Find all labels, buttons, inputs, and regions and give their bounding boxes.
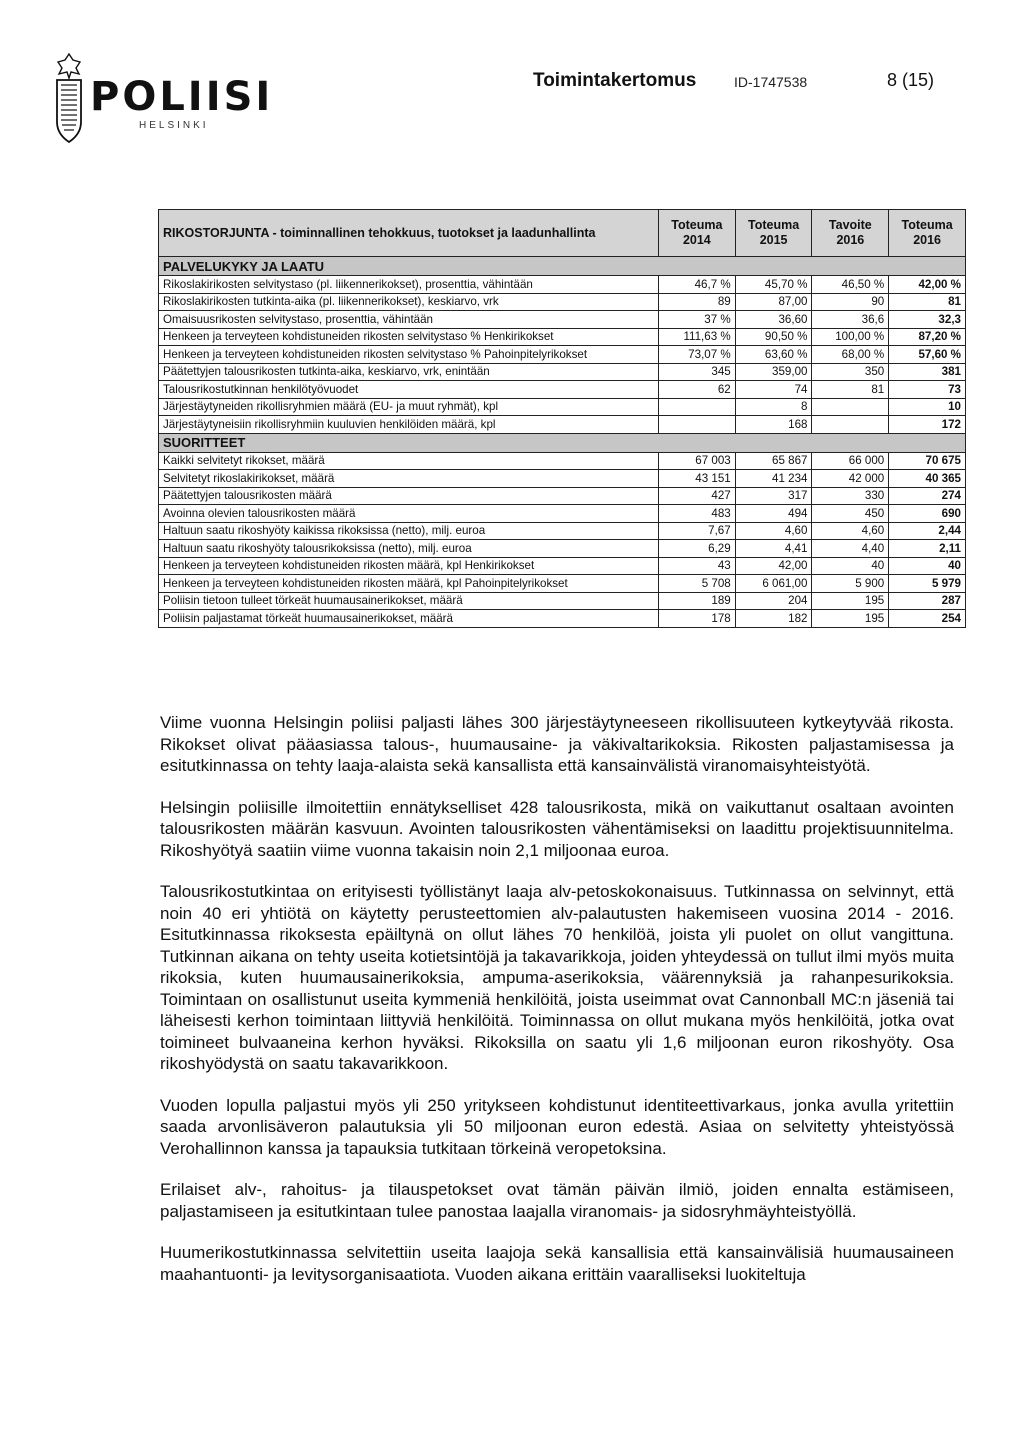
cell-toteuma-2016: 287 (889, 592, 966, 610)
cell-toteuma-2015: 494 (735, 505, 812, 523)
cell-toteuma-2015: 317 (735, 487, 812, 505)
row-label: Avoinna olevien talousrikosten määrä (159, 505, 659, 523)
cell-toteuma-2015: 41 234 (735, 470, 812, 488)
logo-wordmark: POLIISI (90, 74, 274, 120)
table-row (159, 487, 966, 505)
cell-toteuma-2014: 111,63 % (658, 328, 735, 346)
row-label: Järjestäytyneisiin rikollisryhmiin kuuluvien henkilöiden määrä, kpl (159, 416, 659, 434)
cell-toteuma-2014: 178 (658, 610, 735, 628)
table-row (159, 610, 966, 628)
body-paragraph: Talousrikostutkintaa on erityisesti työllistänyt laaja alv-petoskokonaisuus. Tutkinnassa on selvinnyt, että noin 40 eri yhtiötä on käytetty perusteettomien alv-palautusten hakemiseen vuosina 2014 - 2016. Esitutkinnassa rikoksesta epäiltynä on ollut lähes 70 henkilöä, joista yli puolet on ollut vangittuna. Tutkinnan aikana on tehty useita kotietsintöjä ja takavarikkoja, joiden yhteydessä on tullut ilmi myös muita rikoksia, kuten huumausainerikoksia, ampuma-aserikoksia, väärennyksiä ja rahanpesurikoksia. Toimintaan on osallistunut useita kymmeniä henkilöitä, joista useimmat ovat Cannonball MC:n jäseniä tai läheisesti kerhon toimintaan liittyviä henkilöitä. Toiminnassa on ollut mukana myös henkilöitä, jotka ovat toimineet bulvaaneina kerhon hyväksi. Rikoksilla on saatu yli 1,6 miljoonan euron rikoshyöty. Osa rikoshyödystä on saatu takavarikkoon. (160, 882, 954, 1073)
cell-tavoite-2016: 195 (812, 592, 889, 610)
row-label: Haltuun saatu rikoshyöty kaikissa rikoksissa (netto), milj. euroa (159, 522, 659, 540)
row-label: Päätettyjen talousrikosten tutkinta-aika, keskiarvo, vrk, enintään (159, 363, 659, 381)
cell-toteuma-2014: 46,7 % (658, 276, 735, 294)
row-label: Haltuun saatu rikoshyöty talousrikoksissa (netto), milj. euroa (159, 540, 659, 558)
cell-toteuma-2014: 483 (658, 505, 735, 523)
table-row (159, 293, 966, 311)
column-header-toteuma-2015: Toteuma 2015 (735, 210, 812, 257)
cell-toteuma-2015: 87,00 (735, 293, 812, 311)
cell-toteuma-2014: 345 (658, 363, 735, 381)
column-header-toteuma-2014: Toteuma 2014 (658, 210, 735, 257)
cell-toteuma-2014: 5 708 (658, 575, 735, 593)
body-paragraph: Helsingin poliisille ilmoitettiin ennätykselliset 428 talousrikosta, mikä on vaikuttanut osaltaan avointen talousrikosten määrän kasvuun. Avointen talousrikosten vähentämiseksi on laadittu projektisuunnitelma. Rikoshyötyä saatiin viime vuonna takaisin noin 2,1 miljoonaa euroa. (160, 797, 954, 860)
cell-toteuma-2014: 6,29 (658, 540, 735, 558)
cell-tavoite-2016: 4,60 (812, 522, 889, 540)
cell-toteuma-2016: 70 675 (889, 452, 966, 470)
table-row (159, 505, 966, 523)
table-row (159, 592, 966, 610)
cell-toteuma-2016: 690 (889, 505, 966, 523)
cell-tavoite-2016: 46,50 % (812, 276, 889, 294)
cell-toteuma-2016: 40 365 (889, 470, 966, 488)
cell-toteuma-2015: 168 (735, 416, 812, 434)
cell-toteuma-2016: 81 (889, 293, 966, 311)
cell-toteuma-2015: 45,70 % (735, 276, 812, 294)
cell-toteuma-2014: 67 003 (658, 452, 735, 470)
cell-tavoite-2016: 100,00 % (812, 328, 889, 346)
cell-toteuma-2016: 2,44 (889, 522, 966, 540)
column-header-tavoite-2016: Tavoite 2016 (812, 210, 889, 257)
cell-toteuma-2016: 2,11 (889, 540, 966, 558)
table-row (159, 381, 966, 399)
row-label: Rikoslakirikosten selvitystaso (pl. liikennerikokset), prosenttia, vähintään (159, 276, 659, 294)
table-body (159, 257, 966, 628)
cell-toteuma-2015: 204 (735, 592, 812, 610)
column-header-toteuma-2016: Toteuma 2016 (889, 210, 966, 257)
cell-toteuma-2016: 5 979 (889, 575, 966, 593)
cell-tavoite-2016: 90 (812, 293, 889, 311)
cell-toteuma-2014: 37 % (658, 311, 735, 329)
table-heading: RIKOSTORJUNTA - toiminnallinen tehokkuus, tuotokset ja laadunhallinta (159, 210, 659, 257)
document-id: ID-1747538 (734, 74, 808, 90)
cell-toteuma-2016: 10 (889, 398, 966, 416)
cell-toteuma-2016: 254 (889, 610, 966, 628)
cell-toteuma-2016: 57,60 % (889, 346, 966, 364)
cell-toteuma-2015: 4,60 (735, 522, 812, 540)
cell-toteuma-2015: 359,00 (735, 363, 812, 381)
cell-toteuma-2015: 63,60 % (735, 346, 812, 364)
cell-toteuma-2015: 182 (735, 610, 812, 628)
table-row (159, 540, 966, 558)
cell-tavoite-2016: 5 900 (812, 575, 889, 593)
cell-tavoite-2016: 40 (812, 557, 889, 575)
cell-toteuma-2014: 73,07 % (658, 346, 735, 364)
cell-toteuma-2014: 427 (658, 487, 735, 505)
police-logo (52, 52, 282, 144)
body-paragraph: Viime vuonna Helsingin poliisi paljasti lähes 300 järjestäytyneeseen rikollisuuteen kytkeytyvää rikosta. Rikokset olivat pääasiassa talous-, huumausaine- ja väkivaltarikoksia. Rikosten paljastamisessa ja esitutkinnassa on tehty laaja-alaista sekä kansallista että kansainvälistä viranomaisyhteistyötä. (160, 713, 954, 775)
section-header-row (159, 257, 966, 276)
cell-toteuma-2015: 6 061,00 (735, 575, 812, 593)
row-label: Omaisuusrikosten selvitystaso, prosenttia, vähintään (159, 311, 659, 329)
table-row (159, 522, 966, 540)
cell-toteuma-2014: 43 (658, 557, 735, 575)
table-row (159, 557, 966, 575)
cell-toteuma-2015: 8 (735, 398, 812, 416)
cell-toteuma-2014: 7,67 (658, 522, 735, 540)
row-label: Henkeen ja terveyteen kohdistuneiden rikosten selvitystaso % Pahoinpitelyrikokset (159, 346, 659, 364)
row-label: Henkeen ja terveyteen kohdistuneiden rikosten määrä, kpl Henkirikokset (159, 557, 659, 575)
document-title: Toimintakertomus (533, 70, 697, 91)
table-row (159, 470, 966, 488)
cell-toteuma-2014: 89 (658, 293, 735, 311)
cell-toteuma-2015: 65 867 (735, 452, 812, 470)
table-row (159, 328, 966, 346)
row-label: Kaikki selvitetyt rikokset, määrä (159, 452, 659, 470)
body-paragraph: Erilaiset alv-, rahoitus- ja tilauspetokset ovat tämän päivän ilmiö, joiden ennalta estämiseen, paljastamiseen ja esitutkintaan tulee panostaa laajalla viranomais- ja sidosryhmäyhteistyöllä. (160, 1180, 954, 1221)
cell-tavoite-2016: 450 (812, 505, 889, 523)
cell-tavoite-2016 (812, 398, 889, 416)
row-label: Järjestäytyneiden rikollisryhmien määrä (EU- ja muut ryhmät), kpl (159, 398, 659, 416)
cell-tavoite-2016: 350 (812, 363, 889, 381)
row-label: Selvitetyt rikoslakirikokset, määrä (159, 470, 659, 488)
police-emblem-icon (52, 52, 86, 144)
row-label: Rikoslakirikosten tutkinta-aika (pl. liikennerikokset), keskiarvo, vrk (159, 293, 659, 311)
cell-toteuma-2016: 381 (889, 363, 966, 381)
cell-tavoite-2016: 81 (812, 381, 889, 399)
row-label: Henkeen ja terveyteen kohdistuneiden rikosten määrä, kpl Pahoinpitelyrikokset (159, 575, 659, 593)
cell-tavoite-2016: 36,6 (812, 311, 889, 329)
cell-tavoite-2016: 4,40 (812, 540, 889, 558)
cell-toteuma-2016: 40 (889, 557, 966, 575)
cell-toteuma-2015: 42,00 (735, 557, 812, 575)
cell-tavoite-2016: 195 (812, 610, 889, 628)
logo-subtitle: HELSINKI (139, 120, 209, 131)
table-row (159, 452, 966, 470)
cell-toteuma-2016: 32,3 (889, 311, 966, 329)
cell-tavoite-2016: 66 000 (812, 452, 889, 470)
cell-toteuma-2014 (658, 398, 735, 416)
table-row (159, 363, 966, 381)
cell-toteuma-2016: 42,00 % (889, 276, 966, 294)
table-row (159, 311, 966, 329)
cell-toteuma-2014 (658, 416, 735, 434)
cell-toteuma-2016: 73 (889, 381, 966, 399)
page-header (0, 0, 1024, 150)
cell-toteuma-2016: 274 (889, 487, 966, 505)
table-row (159, 575, 966, 593)
cell-toteuma-2014: 43 151 (658, 470, 735, 488)
cell-toteuma-2015: 90,50 % (735, 328, 812, 346)
cell-toteuma-2015: 36,60 (735, 311, 812, 329)
table-row (159, 346, 966, 364)
cell-toteuma-2014: 62 (658, 381, 735, 399)
section-title: PALVELUKYKY JA LAATU (159, 257, 966, 276)
section-title: SUORITTEET (159, 433, 966, 452)
row-label: Poliisin paljastamat törkeät huumausainerikokset, määrä (159, 610, 659, 628)
row-label: Päätettyjen talousrikosten määrä (159, 487, 659, 505)
cell-tavoite-2016: 330 (812, 487, 889, 505)
cell-tavoite-2016: 42 000 (812, 470, 889, 488)
row-label: Talousrikostutkinnan henkilötyövuodet (159, 381, 659, 399)
cell-toteuma-2015: 4,41 (735, 540, 812, 558)
body-text (160, 712, 954, 1305)
cell-toteuma-2015: 74 (735, 381, 812, 399)
row-label: Henkeen ja terveyteen kohdistuneiden rikosten selvitystaso % Henkirikokset (159, 328, 659, 346)
cell-toteuma-2014: 189 (658, 592, 735, 610)
section-header-row (159, 433, 966, 452)
performance-table (158, 209, 966, 628)
cell-toteuma-2016: 87,20 % (889, 328, 966, 346)
table-header-row (159, 210, 966, 257)
table-row (159, 416, 966, 434)
page-number: 8 (15) (887, 70, 935, 90)
body-paragraph: Vuoden lopulla paljastui myös yli 250 yritykseen kohdistunut identiteettivarkaus, jonka avulla yritettiin saada arvonlisäveron palautuksia yli 50 miljoonan euron edestä. Asiaa on selvitetty yhteistyössä Verohallinnon kanssa ja tapauksia tutkitaan törkeinä veropetoksina. (160, 1095, 954, 1158)
table-row (159, 276, 966, 294)
body-paragraph: Huumerikostutkinnassa selvitettiin useita laajoja sekä kansallisia että kansainvälisiä huumausaineen maahantuonti- ja levitysorganisaatiota. Vuoden aikana erittäin vaaralliseksi luokiteltuja (160, 1243, 954, 1284)
cell-toteuma-2016: 172 (889, 416, 966, 434)
row-label: Poliisin tietoon tulleet törkeät huumausainerikokset, määrä (159, 592, 659, 610)
table-row (159, 398, 966, 416)
cell-tavoite-2016 (812, 416, 889, 434)
cell-tavoite-2016: 68,00 % (812, 346, 889, 364)
